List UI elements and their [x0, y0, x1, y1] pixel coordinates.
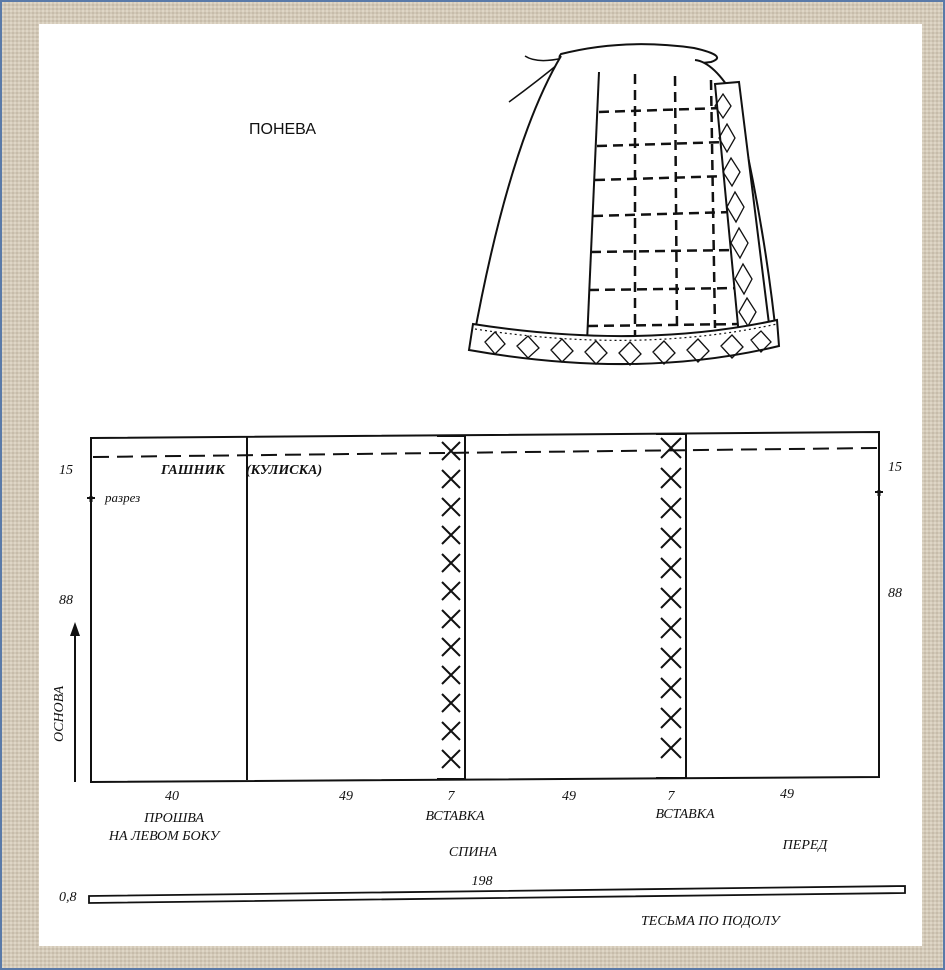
insert-2-crosses [661, 438, 681, 758]
hem-tape [89, 886, 905, 903]
drawstring-alt-label: (КУЛИСКА) [246, 463, 323, 478]
dim-insert-1: 7 [447, 789, 455, 804]
slit-label: разрез [105, 490, 141, 505]
front-label: ПЕРЕД [782, 838, 828, 853]
hem-tape-label: ТЕСЬМА ПО ПОДОЛУ [641, 914, 780, 929]
pattern-outline [91, 432, 879, 782]
drawstring-label: ГАШНИК [161, 463, 225, 478]
dim-tape-width: 0,8 [59, 890, 77, 905]
drawstring-line [93, 448, 877, 457]
pattern-layout [87, 432, 883, 782]
dim-height-left: 88 [59, 593, 73, 608]
left-seam-label-1: ПРОШВА [144, 811, 204, 826]
insert-2-strip [656, 434, 686, 778]
dim-insert-2: 7 [667, 789, 675, 804]
grain-arrow [70, 622, 80, 782]
grain-label: ОСНОВА [52, 685, 67, 742]
skirt-illustration [469, 44, 779, 365]
dim-tape-length: 198 [471, 874, 493, 889]
dim-panel-2: 49 [339, 789, 353, 804]
insert-1-strip [437, 436, 465, 779]
dim-panel-3: 49 [562, 789, 576, 804]
pattern-drawing [39, 24, 922, 946]
insert-2-label: ВСТАВКА [655, 807, 715, 822]
dim-panel-4: 49 [780, 787, 794, 802]
page-title: ПОНЕВА [249, 121, 316, 138]
dim-height-right: 88 [888, 586, 902, 601]
pattern-sheet [39, 24, 922, 946]
dim-top-right: 15 [888, 460, 902, 475]
left-seam-label-2: НА ЛЕВОМ БОКУ [108, 829, 220, 844]
back-label: СПИНА [448, 845, 498, 860]
dim-panel-1: 40 [165, 789, 179, 804]
dim-top-left: 15 [59, 463, 73, 478]
insert-1-crosses [442, 442, 460, 768]
insert-1-label: ВСТАВКА [425, 809, 485, 824]
